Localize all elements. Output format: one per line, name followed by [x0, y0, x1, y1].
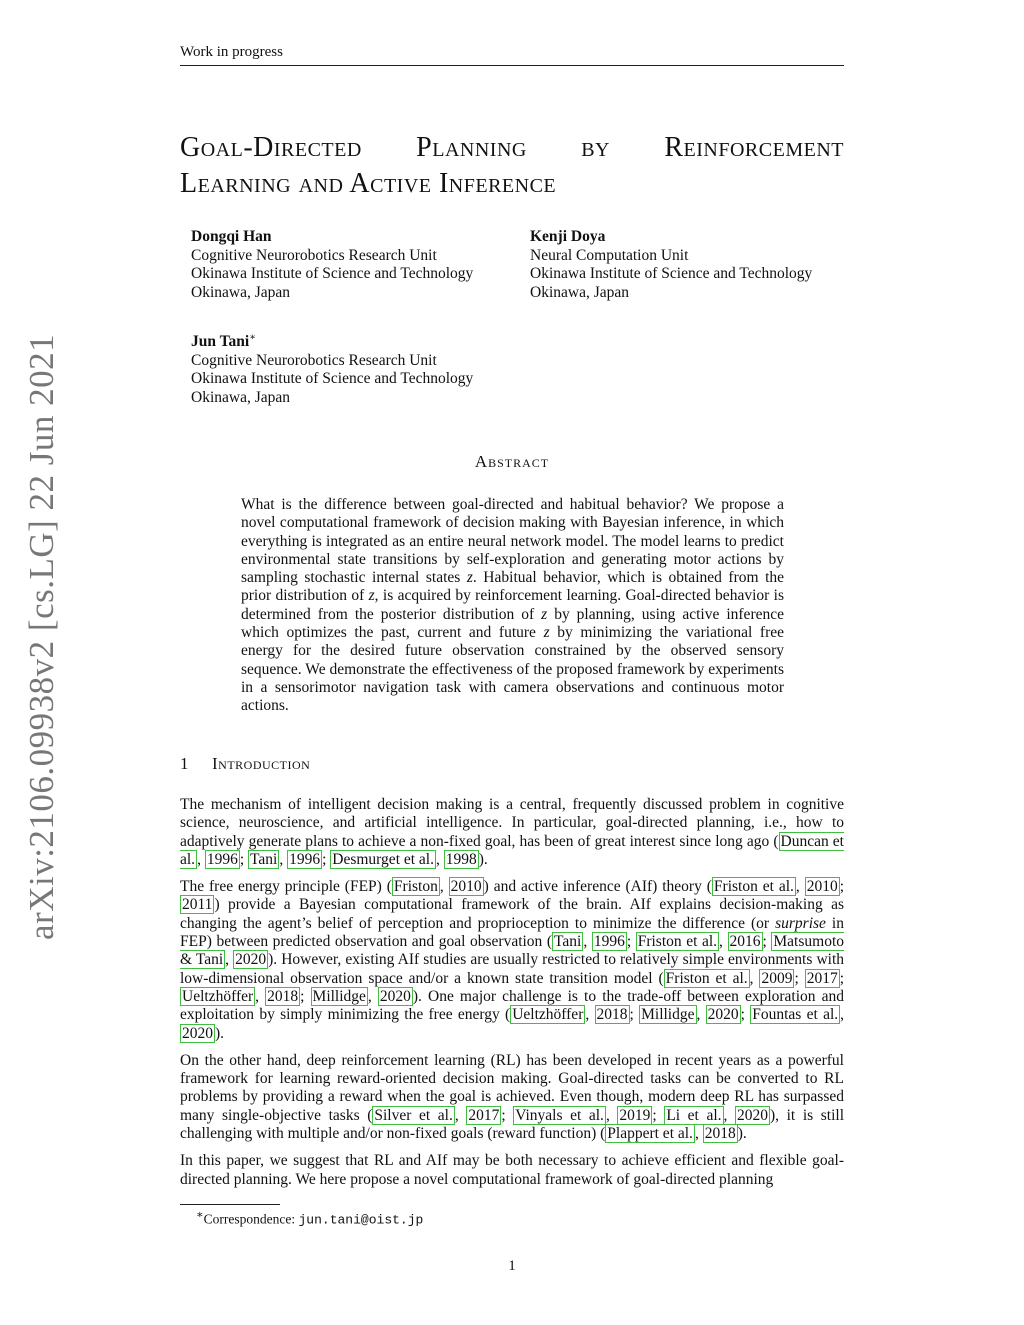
title-word: Planning — [416, 132, 527, 163]
citation-link[interactable]: 2010 — [806, 878, 838, 896]
citation-link[interactable]: 1996 — [593, 933, 625, 951]
citation-link[interactable]: 2011 — [182, 896, 213, 914]
title-line-2: Learning and Active Inference — [180, 168, 557, 199]
citation-link[interactable]: 2010 — [450, 878, 482, 896]
author-block-tani — [191, 329, 473, 407]
citation-link[interactable]: 2018 — [596, 1006, 628, 1024]
citation-link[interactable]: Friston et al. — [637, 933, 718, 951]
citation-link[interactable]: Silver et al. — [374, 1106, 453, 1124]
citation-link[interactable]: Li et al. — [666, 1106, 722, 1124]
author-name: Jun Tani∗ — [191, 332, 256, 351]
citation-link[interactable]: 2020 — [707, 1006, 739, 1024]
footnote: ∗Correspondence: jun.tani@oist.jp — [196, 1209, 424, 1228]
author-affiliation: Okinawa Institute of Science and Technology — [530, 265, 813, 282]
math-var: z — [541, 605, 548, 623]
citation-link[interactable]: Tani — [554, 933, 582, 951]
abstract-text: What is the difference between goal-directed and habitual behavior? We propose a novel computational framework of decision making with Bayesian inference, in which everything is integrated as an entire neural network model. The model learns to predict environmental state transitions by self-exploration and generating motor actions by sampling stochastic internal states z. Habitual behavior, which is obtained from the prior distribution of z, is acquired by reinforcement learning. Goal-directed behavior is determined from the posterior distribution of z by planning, using active inference which optimizes the past, current and future z by minimizing the variational free energy for the desired future observation constrained by the observed sensory sequence. We demonstrate the effectiveness of the proposed framework by experiments in a sensorimotor navigation task with camera observations and continuous motor actions. — [241, 496, 784, 715]
title-word: by — [581, 132, 610, 163]
citation-link[interactable]: Friston et al. — [665, 969, 748, 987]
author-affiliation: Okinawa, Japan — [191, 388, 290, 406]
author-affiliation: Okinawa, Japan — [530, 283, 629, 301]
citation-link[interactable]: 2018 — [704, 1125, 736, 1143]
math-var: z — [368, 587, 375, 605]
citation-link[interactable]: 2020 — [737, 1106, 768, 1124]
paragraph: On the other hand, deep reinforcement learning (RL) has been developed in recent years as a powerful framework for learning reward-oriented decision making. Goal-directed tasks can be converted to RL problems by providing a reward when the goal is achieved. Even though, modern deep RL has surpassed many single-objective tasks ( Silver et al. , 2017 ; Vinyals et al. , 2019 ; Li et al. , 2020 ), it is still challenging with multiple and/or non-fixed goals (reward function) ( Plappert et al. , 2018 ). — [180, 1051, 845, 1143]
section-number: 1 — [180, 754, 189, 773]
citation-link[interactable]: Millidge — [312, 987, 366, 1005]
citation-link[interactable]: Millidge — [641, 1006, 695, 1024]
citation-link[interactable]: 2017 — [468, 1106, 500, 1124]
citation-link[interactable]: Plappert et al. — [607, 1125, 693, 1143]
running-head: Work in progress — [180, 44, 844, 66]
citation-link[interactable]: Ueltzhöffer — [182, 987, 254, 1005]
footnote-mark: ∗ — [249, 332, 256, 343]
citation-link[interactable]: Vinyals et al. — [515, 1106, 604, 1124]
title-word: Goal-Directed — [180, 132, 362, 163]
citation-link[interactable]: 2020 — [235, 951, 267, 969]
author-affiliation: Cognitive Neurorobotics Research Unit — [191, 351, 437, 369]
citation-link[interactable]: 1998 — [445, 850, 477, 868]
citation-link[interactable]: Friston — [393, 878, 438, 896]
citation-link[interactable]: 2017 — [806, 969, 838, 987]
paragraph: In this paper, we suggest that RL and AIf may be both necessary to achieve efficient and flexible goal-directed planning. We here propose a novel computational framework of goal-directed planning — [180, 1152, 844, 1188]
author-affiliation: Okinawa Institute of Science and Technology — [191, 265, 474, 282]
author-name: Kenji Doya — [530, 228, 606, 245]
section-title: Introduction — [212, 754, 311, 773]
footnote-mark: ∗ — [196, 1209, 204, 1221]
math-var: z — [543, 624, 550, 642]
author-affiliation: Okinawa Institute of Science and Technology — [191, 370, 474, 388]
title-line-1 — [180, 130, 844, 166]
section-heading — [180, 754, 310, 774]
author-affiliation: Okinawa, Japan — [191, 283, 290, 301]
author-block-han — [191, 228, 473, 302]
citation-link[interactable]: 2016 — [729, 933, 761, 951]
citation-link[interactable]: Tani — [250, 850, 278, 868]
citation-link[interactable]: 2018 — [267, 987, 299, 1005]
email-link[interactable]: jun.tani@oist.jp — [298, 1212, 424, 1228]
author-name: Dongqi Han — [191, 228, 272, 245]
emphasis: surprise — [775, 914, 826, 932]
paragraph: The mechanism of intelligent decision making is a central, frequently discussed problem in cognitive science, neuroscience, and artificial intelligence. In particular, goal-directed planning, i.e., how to adaptively generate plans to achieve a non-fixed goal, has been of great interest since long ago ( Duncan et al. , 1996 ; Tani , 1996 ; Desmurget et al. , 1998 ). — [180, 796, 844, 868]
title-word: Reinforcement — [664, 132, 844, 163]
citation-link[interactable]: 1996 — [289, 850, 321, 868]
page-number: 1 — [508, 1258, 516, 1274]
citation-link[interactable]: 2019 — [619, 1106, 651, 1124]
author-affiliation: Cognitive Neurorobotics Research Unit — [191, 246, 437, 264]
citation-link[interactable]: Friston et al. — [713, 878, 794, 896]
citation-link[interactable]: 2020 — [379, 987, 411, 1005]
citation-link[interactable]: Desmurget et al. — [332, 850, 434, 868]
citation-link[interactable]: Fountas et al. — [752, 1006, 839, 1024]
citation-link[interactable]: Matsumoto & Tani — [180, 933, 845, 969]
paper-title — [180, 130, 844, 202]
paragraph: The free energy principle (FEP) ( Friston , 2010 ) and active inference (AIf) theory ( Friston et al. , 2010 ; 2011 ) provide a Bayesian computational framework of the brain. AIf explains decision-making as changing the agent’s belief of perception and proprioception to minimize the difference (or surprise in FEP) between predicted observation and goal observation ( Tani , 1996 ; Friston et al. , 2016 ; Matsumoto & Tani , 2020 ). However, existing AIf studies are usually restricted to relatively simple environments with low-dimensional observation space and/or a known state transition model ( Friston et al. , 2009 ; 2017 ; Ueltzhöffer , 2018 ; Millidge , 2020 ). One major challenge is to the trade-off between exploration and exploitation by simply minimizing the free energy ( Ueltzhöffer , 2018 ; Millidge , 2020 ; Fountas et al. , 2020 ). — [180, 878, 845, 1042]
footnote-rule — [180, 1204, 280, 1205]
intro-body — [180, 796, 844, 1198]
citation-link[interactable]: Duncan et al. — [180, 832, 844, 868]
author-block-doya — [530, 228, 812, 302]
author-affiliation: Neural Computation Unit — [530, 246, 689, 264]
citation-link[interactable]: 1996 — [206, 850, 238, 868]
citation-link[interactable]: 2020 — [182, 1024, 213, 1042]
abstract-heading: Abstract — [474, 452, 550, 471]
math-var: z — [466, 569, 473, 587]
citation-link[interactable]: 2009 — [761, 969, 793, 987]
arxiv-stamp: arXiv:2106.09938v2 [cs.LG] 22 Jun 2021 — [22, 333, 61, 940]
citation-link[interactable]: Ueltzhöffer — [512, 1006, 584, 1024]
